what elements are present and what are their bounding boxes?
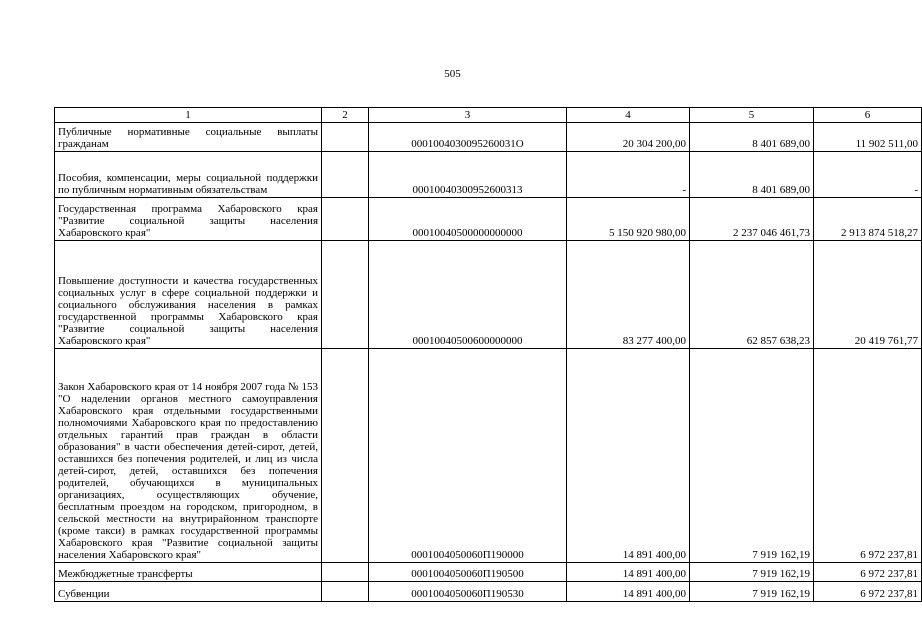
row-name: Субвенции xyxy=(55,582,322,602)
row-value-4: 83 277 400,00 xyxy=(567,241,690,349)
row-code: 00010040500000000000 xyxy=(369,198,567,241)
row-value-4: 20 304 200,00 xyxy=(567,123,690,152)
row-name: Межбюджетные трансферты xyxy=(55,563,322,582)
row-value-5: 7 919 162,19 xyxy=(690,349,814,563)
row-name: Пособия, компенсации, меры социальной поддержки по публичным нормативным обязательствам xyxy=(55,152,322,198)
header-cell-5: 5 xyxy=(690,108,814,123)
header-cell-4: 4 xyxy=(567,108,690,123)
row-code: 0001004050060П190000 xyxy=(369,349,567,563)
row-value-6: 6 972 237,81 xyxy=(814,349,922,563)
row-value-6: 20 419 761,77 xyxy=(814,241,922,349)
row-col2 xyxy=(322,152,369,198)
row-value-5: 7 919 162,19 xyxy=(690,563,814,582)
row-name: Закон Хабаровского края от 14 ноября 2007 года № 153 "О наделении органов местного самоуправления Хабаровского края отдельными государственными полномочиями Хабаровского края по предоставлению отдельных гарантий прав граждан в области образования" в части обеспечения детей-сирот, детей, оставшихся без попечения родителей, и лиц из числа детей-сирот, детей, оставшихся без попечения родителей, обучающихся в муниципальных организациях, осуществляющих обучение, бесплатным проездом на городском, пригородном, в сельской местности на внутрирайонном транспорте (кроме такси) в рамках государственной программы Хабаровского края "Развитие социальной защиты населения Хабаровского края" xyxy=(55,349,322,563)
row-name: Государственная программа Хабаровского края "Развитие социальной защиты населения Хабаровского края" xyxy=(55,198,322,241)
table-row xyxy=(55,349,922,563)
row-value-4: 14 891 400,00 xyxy=(567,582,690,602)
row-value-5: 62 857 638,23 xyxy=(690,241,814,349)
row-col2 xyxy=(322,198,369,241)
row-value-5: 2 237 046 461,73 xyxy=(690,198,814,241)
row-code: 0001004050060П190530 xyxy=(369,582,567,602)
row-name: Повышение доступности и качества государственных социальных услуг в сфере социальной поддержки и социального обслуживания населения в рамках государственной программы Хабаровского края "Развитие социальной защиты населения Хабаровского края" xyxy=(55,241,322,349)
table-row xyxy=(55,198,922,241)
budget-table xyxy=(54,107,922,602)
row-value-5: 7 919 162,19 xyxy=(690,582,814,602)
row-value-4: 5 150 920 980,00 xyxy=(567,198,690,241)
row-col2 xyxy=(322,582,369,602)
row-code: 00010040300952600313 xyxy=(369,152,567,198)
header-cell-3: 3 xyxy=(369,108,567,123)
row-value-5: 8 401 689,00 xyxy=(690,152,814,198)
row-value-6: 11 902 511,00 xyxy=(814,123,922,152)
table-row xyxy=(55,582,922,602)
row-col2 xyxy=(322,241,369,349)
header-cell-1: 1 xyxy=(55,108,322,123)
row-name: Публичные нормативные социальные выплаты гражданам xyxy=(55,123,322,152)
table-header-row xyxy=(55,108,922,123)
row-value-4: 14 891 400,00 xyxy=(567,349,690,563)
row-code: 0001004030095260031O xyxy=(369,123,567,152)
row-code: 0001004050060П190500 xyxy=(369,563,567,582)
header-cell-2: 2 xyxy=(322,108,369,123)
table-row xyxy=(55,563,922,582)
header-cell-6: 6 xyxy=(814,108,922,123)
row-value-6: - xyxy=(814,152,922,198)
table-row xyxy=(55,241,922,349)
row-col2 xyxy=(322,123,369,152)
row-value-6: 6 972 237,81 xyxy=(814,582,922,602)
table-row xyxy=(55,152,922,198)
row-value-4: - xyxy=(567,152,690,198)
row-col2 xyxy=(322,349,369,563)
row-value-6: 2 913 874 518,27 xyxy=(814,198,922,241)
row-value-5: 8 401 689,00 xyxy=(690,123,814,152)
row-value-6: 6 972 237,81 xyxy=(814,563,922,582)
page-number: 505 xyxy=(444,68,461,80)
table-row xyxy=(55,123,922,152)
row-value-4: 14 891 400,00 xyxy=(567,563,690,582)
row-code: 00010040500600000000 xyxy=(369,241,567,349)
row-col2 xyxy=(322,563,369,582)
